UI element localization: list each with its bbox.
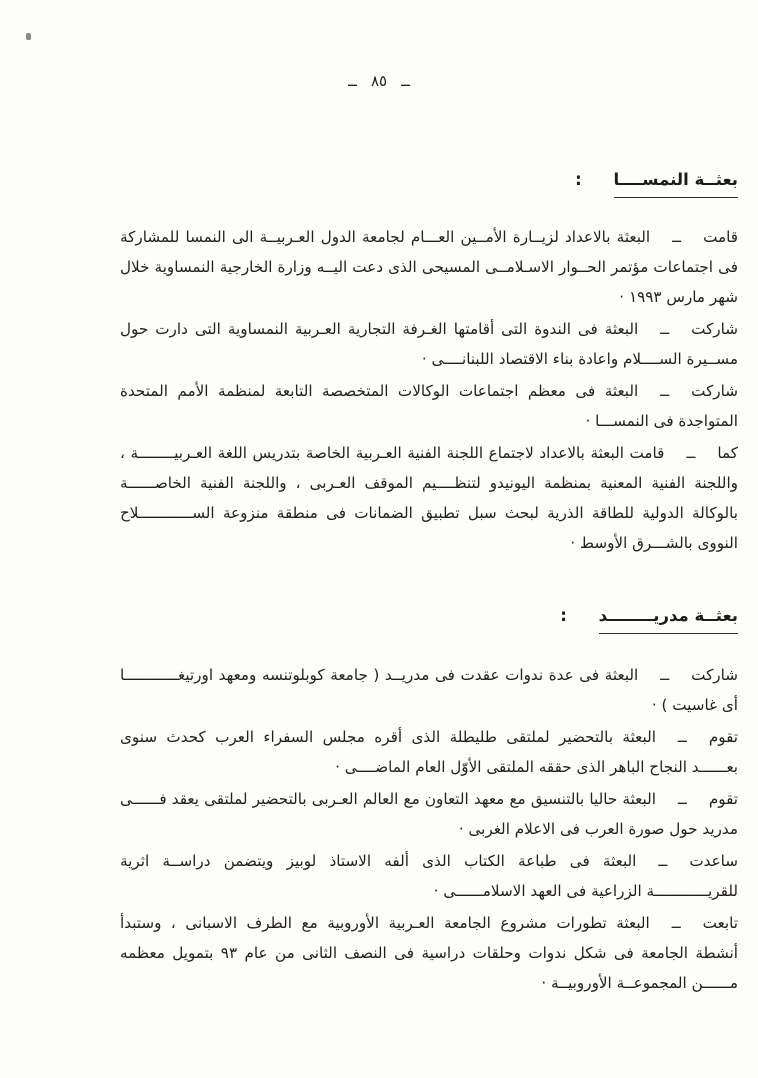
item-lead-word: قامت (703, 228, 738, 246)
section-heading-text: بعثــة النمســــا (614, 170, 738, 198)
list-item (120, 784, 738, 844)
item-lead-word: تابعت (702, 914, 738, 932)
page-number-value: ٨٥ (370, 72, 388, 90)
section-heading-colon: : (575, 170, 582, 189)
list-item (120, 660, 738, 720)
section-heading-austria (120, 170, 738, 198)
item-text: البعثة فى الندوة التى أقامتها الغـرفة التجارية العـربية النمساوية التى دارت حول مســيرة الســــلام واعادة بناء الاقتصاد اللبنانــــى · (120, 320, 738, 368)
bullet-dash: ــ (660, 382, 670, 400)
item-text: البعثة حاليا بالتنسيق مع معهد التعاون مع العالم العـربى بالتحضير لملتقى يعقد فــــــى مدريد حول صورة العرب فى الاعلام الغربى · (120, 790, 738, 838)
page-number-left-dash: ــ (401, 72, 410, 90)
item-lead-word: كما (717, 444, 738, 462)
bullet-dash: ــ (672, 228, 682, 246)
item-text: البعثة بالاعداد لزيــارة الأمــين العـــام لجامعة الدول العـربيــة الى النمسا للمشاركة فى اجتماعات مؤتمر الحــوار الاسـلامــى المسيحى الذى دعت اليــه وزارة الخارجية النمساوية خلال شهر مارس ١٩٩٣ · (120, 228, 738, 306)
item-lead-word: ساعدت (689, 852, 738, 870)
item-lead-word: تقوم (708, 790, 738, 808)
item-lead-word: شاركت (691, 320, 738, 338)
scan-artifact (26, 33, 31, 40)
item-text: البعثة بالتحضير لملتقى طليطلة الذى أقره مجلس السفراء العرب كحدث سنوى بعــــــد النجاح الباهر الذى حققه الملتقى الأوّل العام الماضــــى · (120, 728, 738, 776)
bullet-dash: ــ (677, 790, 687, 808)
bullet-dash: ــ (671, 914, 681, 932)
list-item (120, 314, 738, 374)
item-text: قامت البعثة بالاعداد لاجتماع اللجنة الفنية العـربية الخاصة بتدريس اللغة العـربيــــــــة ، واللجنة الفنية المعنية بمنظمة اليونيدو لتنظــــيم الموقف العـربى ، واللجنة الفنية الخاصــــــة بالوكالة الدولية للطاقة الذرية لبحث سبل تطبيق الضمانات فى منطقة منزوعة الســــــــــــلاح النووى بالشـــرق الأوسط · (120, 444, 738, 552)
item-text: البعثة تطورات مشروع الجامعة العـربية الأوروبية مع الطرف الاسبانى ، وستبدأ أنشطة الجامعة فى شكل ندوات وحلقات دراسية فى النصف الثانى من عام ٩٣ بتمويل معظمه مــــــن المجموعــة الأوروبيــة · (120, 914, 738, 992)
section-madrid-mission (120, 606, 738, 998)
bullet-dash: ــ (658, 852, 668, 870)
bullet-dash: ــ (677, 728, 687, 746)
list-item (120, 846, 738, 906)
page-number-right-dash: ــ (348, 72, 357, 90)
list-item (120, 722, 738, 782)
list-item (120, 222, 738, 312)
list-item (120, 438, 738, 558)
section-heading-colon: : (560, 606, 567, 625)
list-item (120, 376, 738, 436)
bullet-dash: ــ (660, 320, 670, 338)
section-austria-mission (120, 170, 738, 558)
item-lead-word: تقوم (708, 728, 738, 746)
item-text: البعثة فى عدة ندوات عقدت فى مدريــد ( جامعة كوبلوتنسه ومعهد اورتيغــــــــــــا أى غاسيت ) · (120, 666, 738, 714)
section-heading-text: بعثــة مدريــــــــد (599, 606, 738, 634)
item-lead-word: شاركت (691, 666, 738, 684)
bullet-dash: ــ (660, 666, 670, 684)
item-text: البعثة فى معظم اجتماعات الوكالات المتخصصة التابعة لمنظمة الأمم المتحدة المتواجدة فى النمســـا · (120, 382, 738, 430)
item-text: البعثة فى طباعة الكتاب الذى ألفه الاستاذ لوبيز ويتضمن دراســة اثرية للقريــــــــــــة الزراعية فى العهد الاسلامــــــى · (120, 852, 738, 900)
item-lead-word: شاركت (691, 382, 738, 400)
list-item (120, 908, 738, 998)
section-heading-madrid (120, 606, 738, 634)
bullet-dash: ــ (686, 444, 696, 462)
document-body (120, 0, 738, 1000)
